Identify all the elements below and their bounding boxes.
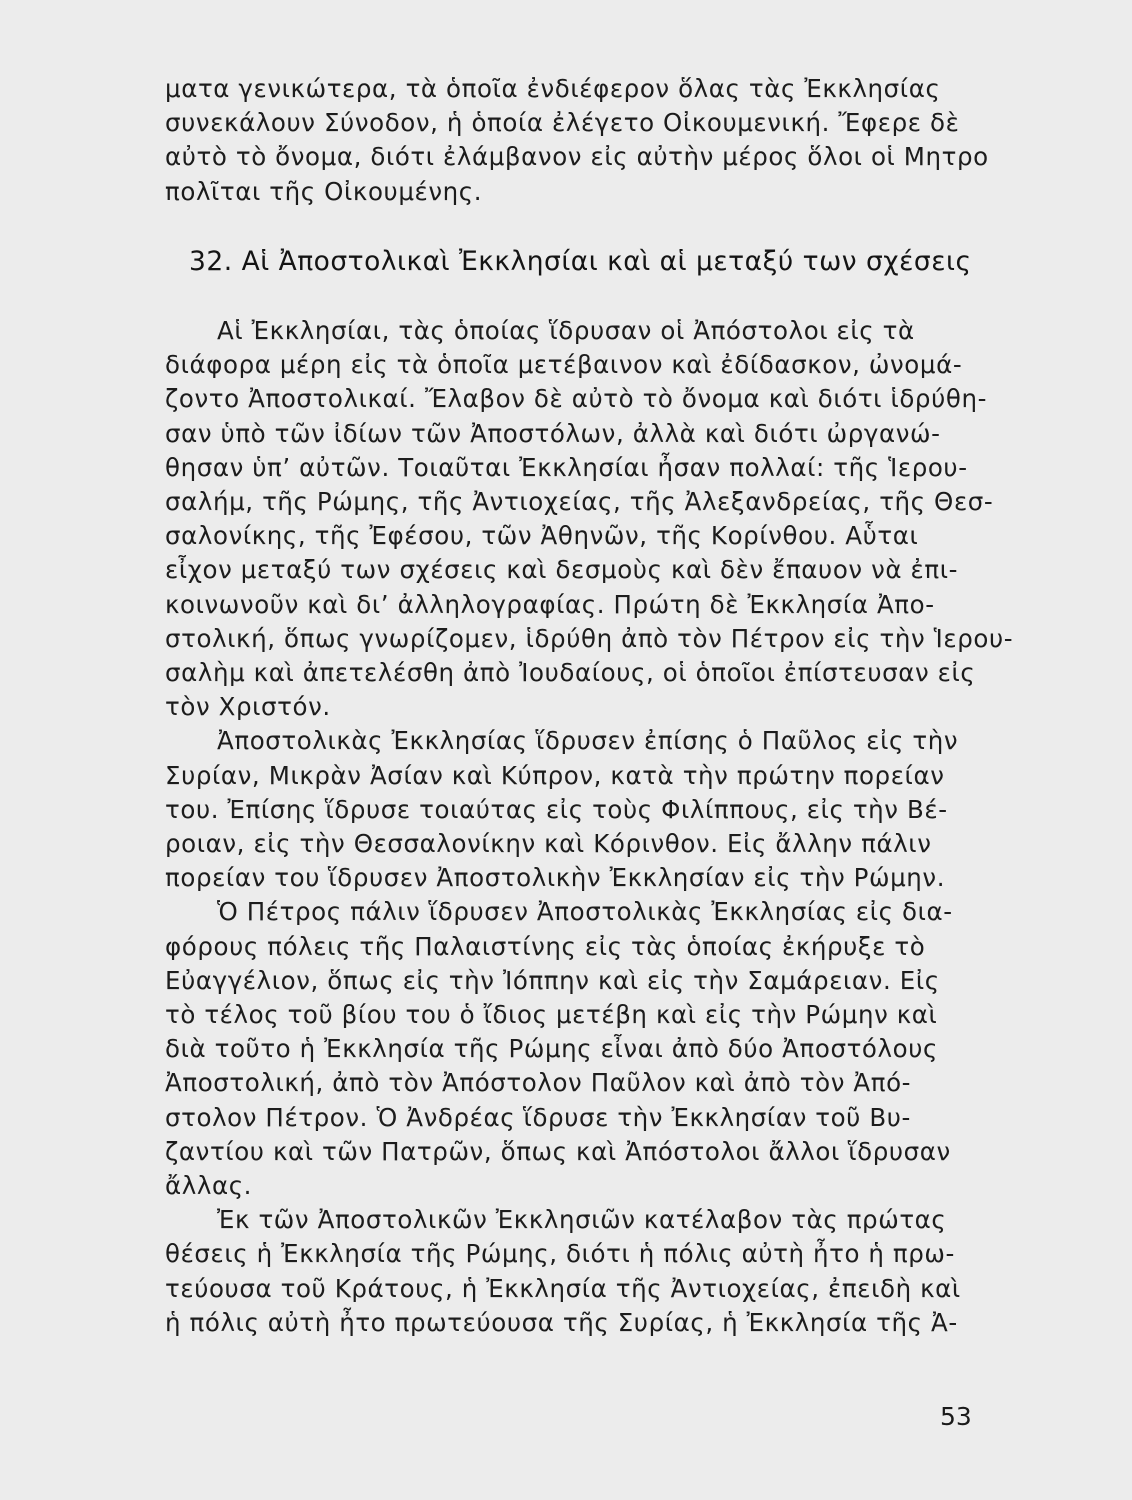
text-line: Ὁ Πέτρος πάλιν ἵδρυσεν Ἀποστολικὰς Ἐκκλησίας εἰς δια- [217,897,953,927]
intro-paragraph [165,72,989,209]
text-line: διάφορα μέρη εἰς τὰ ὁποῖα μετέβαινον καὶ ἐδίδασκον, ὠνομά- [165,350,963,380]
text-line: ἄλλας. [165,1171,253,1201]
text-line: πορείαν του ἵδρυσεν Ἀποστολικὴν Ἐκκλησίαν εἰς τὴν Ρώμην. [165,863,946,893]
text-line: φόρους πόλεις τῆς Παλαιστίνης εἰς τὰς ὁποίας ἐκήρυξε τὸ [165,931,926,961]
text-line: διὰ τοῦτο ἡ Ἐκκλησία τῆς Ρώμης εἶναι ἀπὸ δύο Ἀποστόλους [165,1034,938,1064]
text-line: στολον Πέτρον. Ὁ Ἀνδρέας ἵδρυσε τὴν Ἐκκλησίαν τοῦ Βυ- [165,1102,911,1132]
text-line: Ἀποστολική, ἀπὸ τὸν Ἀπόστολον Παῦλον καὶ ἀπὸ τὸν Ἀπό- [165,1068,912,1098]
page-number: 53 [940,1402,972,1431]
text-line: ζαντίου καὶ τῶν Πατρῶν, ὅπως καὶ Ἀπόστολοι ἄλλοι ἵδρυσαν [165,1136,951,1166]
text-line: Ἀποστολικὰς Ἐκκλησίας ἵδρυσεν ἐπίσης ὁ Παῦλος εἰς τὴν [217,726,959,756]
text-line: κοινωνοῦν καὶ δι’ ἀλληλογραφίας. Πρώτη δὲ Ἐκκλησία Ἀπο- [165,589,935,619]
text-line: σαλὴμ καὶ ἀπετελέσθη ἀπὸ Ἰουδαίους, οἱ ὁποῖοι ἐπίστευσαν εἰς [165,658,976,688]
text-line: θέσεις ἡ Ἐκκλησία τῆς Ρώμης, διότι ἡ πόλις αὐτὴ ἦτο ἡ πρω- [165,1239,955,1269]
text-line: συνεκάλουν Σύνοδον, ἡ ὁποία ἐλέγετο Οἰκουμενική. Ἔφερε δὲ [165,108,960,138]
text-line: ζοντο Ἀποστολικαί. Ἔλαβον δὲ αὐτὸ τὸ ὄνομα καὶ διότι ἱδρύθη- [165,384,988,414]
text-line: Ἐκ τῶν Ἀποστολικῶν Ἐκκλησιῶν κατέλαβον τὰς πρώτας [217,1205,947,1235]
text-line: θησαν ὑπ’ αὐτῶν. Τοιαῦται Ἐκκλησίαι ἦσαν πολλαί: τῆς Ἱερου- [165,452,968,482]
text-line: τὸν Χριστόν. [165,692,331,722]
text-line: σαν ὑπὸ τῶν ἰδίων τῶν Ἀποστόλων, ἀλλὰ καὶ διότι ὠργανώ- [165,418,941,448]
text-line: ματα γενικώτερα, τὰ ὁποῖα ἐνδιέφερον ὅλας τὰς Ἐκκλησίας [165,74,941,103]
text-line: αὐτὸ τὸ ὄνομα, διότι ἐλάμβανον εἰς αὐτὴν μέρος ὅλοι οἱ Μητρο [165,142,989,172]
text-line: στολική, ὅπως γνωρίζομεν, ἱδρύθη ἀπὸ τὸν Πέτρον εἰς τὴν Ἱερου- [165,623,1014,653]
text-line: σαλήμ, τῆς Ρώμης, τῆς Ἀντιοχείας, τῆς Ἀλεξανδρείας, τῆς Θεσ- [165,487,994,517]
section-heading: 32. Αἱ Ἀποστολικαὶ Ἐκκλησίαι καὶ αἱ μεταξύ των σχέσεις [189,246,972,277]
text-line: Εὐαγγέλιον, ὅπως εἰς τὴν Ἰόππην καὶ εἰς τὴν Σαμάρειαν. Εἰς [165,965,940,995]
text-line: Συρίαν, Μικρὰν Ἀσίαν καὶ Κύπρον, κατὰ τὴν πρώτην πορείαν [165,760,945,790]
text-line: σαλονίκης, τῆς Ἐφέσου, τῶν Ἀθηνῶν, τῆς Κορίνθου. Αὗται [165,521,919,551]
text-line: Αἱ Ἐκκλησίαι, τὰς ὁποίας ἵδρυσαν οἱ Ἀπόστολοι εἰς τὰ [217,316,915,345]
text-line: ἡ πόλις αὐτὴ ἦτο πρωτεύουσα τῆς Συρίας, ἡ Ἐκκλησία τῆς Ἀ- [165,1307,958,1337]
text-line: τὸ τέλος τοῦ βίου του ὁ ἴδιος μετέβη καὶ εἰς τὴν Ρώμην καὶ [165,1000,938,1030]
text-line: εἶχον μεταξύ των σχέσεις καὶ δεσμοὺς καὶ δὲν ἔπαυον νὰ ἐπι- [165,555,959,585]
text-line: του. Ἐπίσης ἵδρυσε τοιαύτας εἰς τοὺς Φιλίππους, εἰς τὴν Βέ- [165,794,948,824]
text-line: ροιαν, εἰς τὴν Θεσσαλονίκην καὶ Κόρινθον. Εἰς ἄλλην πάλιν [165,829,932,859]
text-line: πολῖται τῆς Οἰκουμένης. [165,176,483,206]
body-text [165,314,1014,1340]
text-line: τεύουσα τοῦ Κράτους, ἡ Ἐκκλησία τῆς Ἀντιοχείας, ἐπειδὴ καὶ [165,1273,961,1303]
